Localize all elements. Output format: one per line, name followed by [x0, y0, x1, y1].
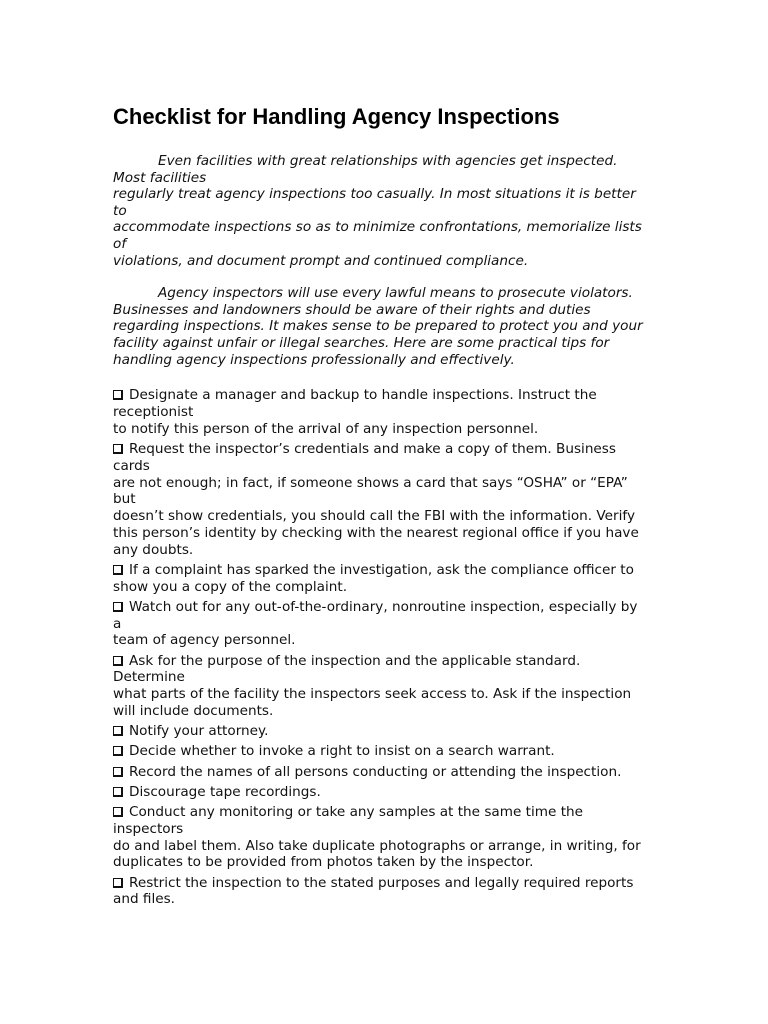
checklist-item — [113, 764, 658, 781]
checkbox-icon[interactable] — [113, 807, 123, 817]
text-line: facility against unfair or illegal searches. Here are some practical tips for — [113, 334, 610, 351]
item-text: duplicates to be provided from photos taken by the inspector. — [113, 854, 534, 871]
checkbox-icon[interactable] — [113, 565, 123, 575]
checkbox-icon[interactable] — [113, 444, 123, 454]
item-text: Watch out for any out-of-the-ordinary, nonroutine inspection, especially by — [129, 598, 638, 615]
text-line: regarding inspections. It makes sense to be prepared to protect you and your — [113, 318, 643, 335]
item-text: any doubts. — [113, 541, 194, 558]
checkbox-icon[interactable] — [113, 656, 123, 666]
document-page — [113, 103, 658, 912]
checklist — [113, 387, 658, 908]
checkbox-icon[interactable] — [113, 878, 123, 888]
checklist-item — [113, 743, 658, 760]
item-text: Restrict the inspection to the stated purposes and legally required reports — [129, 874, 634, 891]
checkbox-icon[interactable] — [113, 390, 123, 400]
text-line: to — [113, 202, 127, 219]
checklist-item — [113, 387, 658, 437]
text-line: Businesses and landowners should be aware of their rights and duties — [113, 301, 591, 318]
item-text: Decide whether to invoke a right to insist on a search warrant. — [129, 743, 555, 760]
text-line: violations, and document prompt and continued compliance. — [113, 252, 529, 269]
item-text: but — [113, 491, 136, 508]
item-text: receptionist — [113, 403, 194, 420]
text-line: regularly treat agency inspections too casually. In most situations it is better — [113, 186, 636, 203]
intro-paragraph-2 — [113, 285, 658, 368]
checklist-item — [113, 653, 658, 720]
text-line: Even facilities with great relationships with agencies get inspected. — [158, 153, 618, 169]
item-text: and files. — [113, 891, 176, 908]
item-text: show you a copy of the complaint. — [113, 578, 348, 595]
text-line: accommodate inspections so as to minimize confrontations, memorialize lists — [113, 219, 642, 236]
item-text: team of agency personnel. — [113, 632, 296, 649]
item-text: Request the inspector’s credentials and make a copy of them. Business — [129, 440, 616, 457]
item-text: doesn’t show credentials, you should call the FBI with the information. Verify — [113, 508, 635, 525]
intro-paragraph-1 — [113, 153, 658, 269]
item-text: to notify this person of the arrival of any inspection personnel. — [113, 420, 539, 437]
text-line: handling agency inspections professionally and effectively. — [113, 351, 515, 368]
item-text: Notify your attorney. — [129, 723, 269, 740]
item-text: will include documents. — [113, 703, 274, 720]
item-text: Discourage tape recordings. — [129, 783, 321, 800]
checklist-item — [113, 441, 658, 559]
text-line: Agency inspectors will use every lawful means to prosecute violators. — [158, 285, 633, 302]
checklist-item — [113, 599, 658, 649]
item-text: Designate a manager and backup to handle inspections. Instruct the — [129, 387, 597, 404]
checklist-item — [113, 784, 658, 801]
item-text: Record the names of all persons conducting or attending the inspection. — [129, 763, 622, 780]
item-text: what parts of the facility the inspectors seek access to. Ask if the inspection — [113, 686, 632, 703]
item-text: If a complaint has sparked the investigation, ask the compliance officer to — [129, 561, 634, 578]
item-text: are not enough; in fact, if someone shows a card that says “OSHA” or “EPA” — [113, 474, 628, 491]
checklist-item — [113, 875, 658, 909]
checkbox-icon[interactable] — [113, 787, 123, 797]
checklist-item — [113, 804, 658, 871]
checklist-item — [113, 723, 658, 740]
text-line: Most facilities — [113, 169, 207, 186]
text-line: of — [113, 235, 127, 252]
item-text: a — [113, 615, 122, 632]
item-text: Ask for the purpose of the inspection and the applicable standard. — [129, 652, 581, 669]
page-title: Checklist for Handling Agency Inspections — [113, 104, 560, 129]
item-text: do and label them. Also take duplicate photographs or arrange, in writing, for — [113, 837, 641, 854]
item-text: inspectors — [113, 820, 184, 837]
item-text: this person’s identity by checking with the nearest regional office if you have — [113, 524, 639, 541]
checklist-item — [113, 562, 658, 596]
item-text: Conduct any monitoring or take any samples at the same time the — [129, 803, 584, 820]
checkbox-icon[interactable] — [113, 767, 123, 777]
checkbox-icon[interactable] — [113, 726, 123, 736]
item-text: cards — [113, 457, 150, 474]
item-text: Determine — [113, 669, 185, 686]
checkbox-icon[interactable] — [113, 746, 123, 756]
checkbox-icon[interactable] — [113, 602, 123, 612]
